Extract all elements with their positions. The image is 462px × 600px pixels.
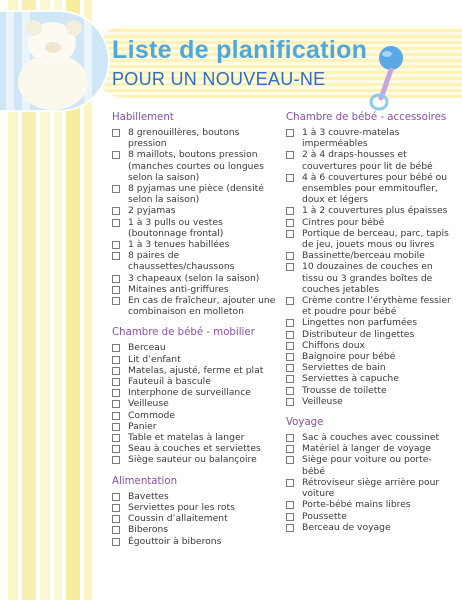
checklist-item	[286, 499, 454, 510]
checklist-item	[112, 273, 280, 284]
item-label: Lingettes non parfumées	[302, 317, 418, 329]
checklist-item	[286, 522, 454, 533]
right-column	[286, 111, 454, 542]
item-label: 1 à 3 pulls ou vestes (boutonnage frontal)	[128, 216, 224, 239]
checklist-item	[112, 398, 280, 409]
section-alimentation	[112, 475, 280, 547]
item-label: Cintres pour bébé	[302, 216, 385, 228]
item-label: Serviettes à capuche	[302, 373, 399, 385]
checklist-item	[112, 284, 280, 295]
checkbox[interactable]	[112, 412, 120, 420]
page-subtitle: POUR UN NOUVEAU-NE	[112, 69, 326, 89]
checkbox[interactable]	[286, 513, 294, 521]
checkbox[interactable]	[112, 493, 120, 501]
checkbox[interactable]	[112, 129, 120, 137]
section-chambre-mobilier	[112, 326, 280, 465]
checklist-item	[112, 217, 280, 239]
checkbox[interactable]	[112, 456, 120, 464]
checklist-item	[112, 536, 280, 547]
checklist-item	[112, 183, 280, 205]
checkbox[interactable]	[112, 297, 120, 305]
item-label: Siège sauteur ou balançoire	[128, 454, 257, 466]
item-label: Mitaines anti-griffures	[128, 283, 229, 295]
item-label: Berceau	[128, 342, 166, 354]
checkbox[interactable]	[286, 151, 294, 159]
checklist-item	[286, 351, 454, 362]
item-label: 2 à 4 draps-housses et couvertures pour lit de bébé	[302, 149, 433, 172]
checklist-item	[286, 443, 454, 454]
item-label: Chiffons doux	[302, 339, 365, 351]
item-label: 8 paires de chaussettes/chaussons	[128, 250, 235, 273]
checklist-item	[286, 172, 454, 206]
checkbox[interactable]	[286, 319, 294, 327]
checkbox[interactable]	[112, 241, 120, 249]
checkbox[interactable]	[286, 174, 294, 182]
checkbox[interactable]	[112, 275, 120, 283]
checkbox[interactable]	[286, 331, 294, 339]
section-title: Habillement	[112, 112, 174, 123]
checkbox[interactable]	[112, 389, 120, 397]
checklist-item	[112, 376, 280, 387]
item-label: Berceau de voyage	[302, 521, 391, 533]
item-label: Table et matelas à langer	[128, 432, 245, 444]
checkbox[interactable]	[112, 151, 120, 159]
checkbox[interactable]	[286, 479, 294, 487]
checkbox[interactable]	[112, 252, 120, 260]
checklist-item	[286, 127, 454, 149]
checkbox[interactable]	[286, 364, 294, 372]
checklist-item	[112, 342, 280, 353]
checklist-item	[112, 127, 280, 149]
checkbox[interactable]	[286, 207, 294, 215]
item-label: Bassinette/berceau mobile	[302, 250, 425, 262]
checklist-item	[112, 149, 280, 183]
crib-bar	[84, 12, 92, 110]
item-label: Serviettes pour les rots	[128, 501, 235, 513]
item-label: Veilleuse	[128, 398, 169, 410]
checkbox[interactable]	[112, 378, 120, 386]
checkbox[interactable]	[286, 129, 294, 137]
checkbox[interactable]	[286, 342, 294, 350]
checkbox[interactable]	[112, 423, 120, 431]
item-label: Distributeur de lingettes	[302, 328, 415, 340]
page-title: Liste de planification	[112, 36, 368, 64]
item-label: 8 pyjamas une pièce (densité selon la saison)	[128, 183, 264, 206]
item-label: Baignoire pour bébé	[302, 351, 396, 363]
section-chambre-accessoires	[286, 111, 454, 407]
item-label: Matériel à langer de voyage	[302, 443, 432, 455]
checkbox[interactable]	[112, 219, 120, 227]
checklist-item	[112, 524, 280, 535]
checklist-item	[286, 228, 454, 250]
checkbox[interactable]	[286, 398, 294, 406]
section-habillement	[112, 111, 280, 317]
checklist-item	[112, 205, 280, 216]
item-label: 10 douzaines de couches en tissu ou 3 grandes boîtes de couches jetables	[302, 261, 433, 295]
checklist-item	[112, 454, 280, 465]
checkbox[interactable]	[112, 515, 120, 523]
section-title: Alimentation	[112, 475, 178, 487]
checklist-item	[112, 295, 280, 317]
item-label: Lit d’enfant	[128, 353, 181, 365]
checklist-item	[286, 432, 454, 443]
checkbox[interactable]	[286, 375, 294, 383]
item-label: Porte-bébé mains libres	[302, 499, 411, 511]
checkbox[interactable]	[112, 185, 120, 193]
checklist-item	[112, 432, 280, 443]
section-title: Voyage	[286, 417, 324, 429]
item-label: 8 grenouillères, boutons pression	[128, 127, 240, 150]
item-label: Poussette	[302, 510, 347, 522]
checklist-item	[286, 340, 454, 351]
checklist-item	[112, 443, 280, 454]
item-label: Crème contre l’érythème fessier et poudre pour bébé	[302, 295, 451, 318]
item-label: 1 à 3 couvre-matelas imperméables	[302, 127, 400, 150]
checklist-item	[112, 421, 280, 432]
checkbox[interactable]	[112, 400, 120, 408]
checkbox[interactable]	[112, 344, 120, 352]
checklist-item	[286, 261, 454, 295]
item-label: Serviettes de bain	[302, 362, 386, 374]
checklist-item	[286, 362, 454, 373]
section-voyage	[286, 416, 454, 533]
checkbox[interactable]	[286, 501, 294, 509]
item-label: Seau à couches et serviettes	[128, 443, 261, 455]
item-label: Sac à couches avec coussinet	[302, 432, 440, 444]
checklist-item	[112, 410, 280, 421]
checklist-item	[286, 396, 454, 407]
item-label: Bavettes	[128, 490, 169, 502]
checklist-item	[286, 511, 454, 522]
item-label: Commode	[128, 409, 176, 421]
bear-ear	[66, 20, 82, 36]
left-column	[112, 111, 280, 556]
item-label: Biberons	[128, 524, 169, 536]
rattle-icon	[367, 44, 407, 114]
checkbox[interactable]	[286, 353, 294, 361]
checklist-item	[112, 365, 280, 376]
checklist-item	[112, 491, 280, 502]
checklist-item	[112, 513, 280, 524]
checklist-item	[112, 354, 280, 365]
checkbox[interactable]	[286, 456, 294, 464]
checklist-item	[286, 385, 454, 396]
item-label: 1 à 2 couvertures plus épaisses	[302, 205, 448, 217]
item-label: 4 à 6 couvertures pour bébé ou ensembles pour emmitoufler, doux et légers	[302, 171, 448, 206]
checklist-item	[286, 454, 454, 476]
checkbox[interactable]	[112, 445, 120, 453]
checklist-item	[286, 217, 454, 228]
item-label: 8 maillots, boutons pression (manches courtes ou longues selon la saison)	[128, 149, 264, 183]
item-label: 1 à 3 tenues habillées	[128, 239, 230, 251]
item-label: Trousse de toilette	[302, 384, 387, 396]
item-label: Portique de berceau, parc, tapis de jeu, jouets mous ou livres	[302, 227, 449, 251]
bear-snout	[45, 42, 61, 53]
section-title: Chambre de bébé - accessoires	[286, 112, 447, 123]
checklist-item	[286, 250, 454, 261]
item-label: Interphone de surveillance	[128, 387, 251, 399]
checkbox[interactable]	[112, 504, 120, 512]
checkbox[interactable]	[112, 207, 120, 215]
item-label: Matelas, ajusté, ferme et plat	[128, 364, 264, 376]
checkbox[interactable]	[112, 367, 120, 375]
checkbox[interactable]	[286, 434, 294, 442]
item-label: 2 pyjamas	[128, 205, 176, 217]
checkbox[interactable]	[286, 445, 294, 453]
checkbox[interactable]	[112, 356, 120, 364]
checklist-item	[112, 387, 280, 398]
checklist-item	[112, 502, 280, 513]
checklist-item	[286, 295, 454, 317]
checklist-item	[286, 373, 454, 384]
checkbox[interactable]	[112, 538, 120, 546]
item-label: Coussin d’allaitement	[128, 513, 228, 525]
item-label: 3 chapeaux (selon la saison)	[128, 272, 260, 284]
checklist-item	[286, 329, 454, 340]
checkbox[interactable]	[286, 263, 294, 271]
checklist-item	[112, 250, 280, 272]
item-label: Fauteuil à bascule	[128, 376, 211, 388]
item-label: Égouttoir à biberons	[128, 535, 222, 547]
item-label: Veilleuse	[302, 395, 343, 407]
section-title: Chambre de bébé - mobilier	[112, 327, 255, 339]
checkbox[interactable]	[286, 230, 294, 238]
checkbox[interactable]	[112, 434, 120, 442]
teddy-bear-photo	[0, 12, 108, 110]
checklist-item	[286, 317, 454, 328]
checkbox[interactable]	[286, 524, 294, 532]
checkbox[interactable]	[286, 297, 294, 305]
checkbox[interactable]	[286, 387, 294, 395]
checklist-item	[286, 205, 454, 216]
item-label: Siège pour voiture ou porte-bébé	[302, 454, 432, 477]
crib-bar	[6, 12, 14, 110]
item-label: Panier	[128, 420, 157, 432]
checkbox[interactable]	[286, 252, 294, 260]
checklist-item	[286, 149, 454, 171]
item-label: Rétroviseur siège arrière pour voiture	[302, 476, 440, 500]
bear-ear	[26, 20, 42, 36]
checklist-item	[286, 477, 454, 499]
checklist-item	[112, 239, 280, 250]
item-label: En cas de fraîcheur, ajouter une combinaison en molleton	[128, 295, 276, 318]
checkbox[interactable]	[112, 526, 120, 534]
checkbox[interactable]	[112, 286, 120, 294]
checkbox[interactable]	[286, 219, 294, 227]
